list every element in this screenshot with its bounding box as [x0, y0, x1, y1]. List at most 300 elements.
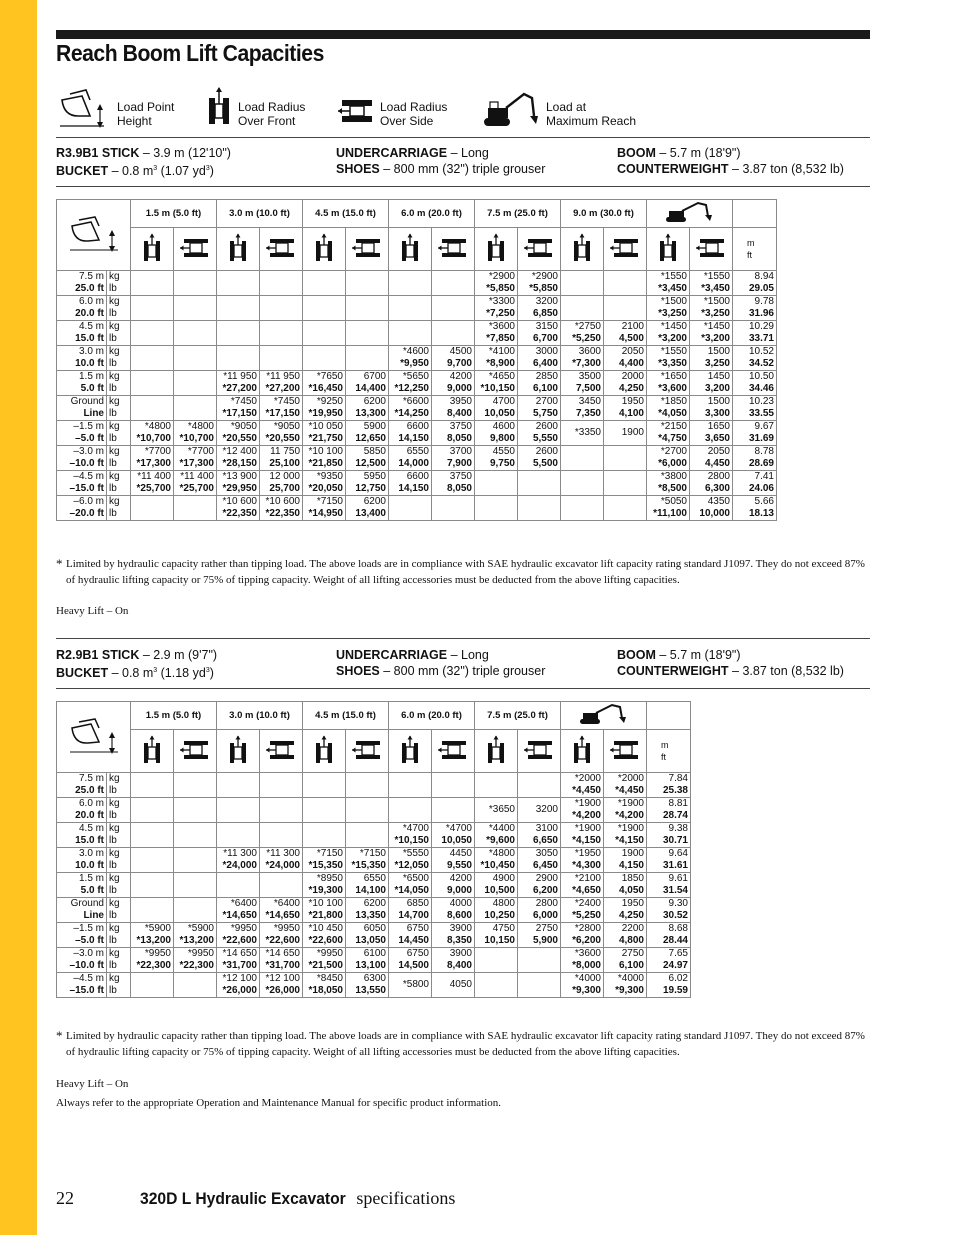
capacity-cell [389, 396, 432, 421]
capacity-cell [389, 446, 432, 471]
capacity-cell [131, 923, 174, 948]
capacity-lb: 6,450 [532, 860, 558, 871]
capacity-cell [389, 898, 432, 923]
height-metric: 6.0 m [78, 296, 104, 307]
capacity-kg: 2750 [535, 923, 558, 934]
capacity-kg: 4200 [449, 371, 472, 382]
capacity-lb: *13,200 [179, 935, 214, 946]
legend-label-line1: Load at [546, 100, 587, 114]
capacity-lb: *14,050 [394, 885, 429, 896]
capacity-cell [217, 973, 260, 998]
capacity-lb: *3,350 [658, 358, 687, 369]
side-icon-cell [346, 228, 389, 271]
capacity-lb: 25,100 [269, 458, 300, 469]
capacity-cell [346, 923, 389, 948]
capacity-cell [561, 396, 604, 421]
capacity-lb: *17,150 [222, 408, 257, 419]
capacity-cell [561, 923, 604, 948]
capacity-cell [647, 321, 690, 346]
section1-boom-counterweight [617, 145, 844, 177]
unit-lb: lb [109, 333, 117, 344]
capacity-cell [432, 296, 475, 321]
capacity-cell [260, 948, 303, 973]
capacity-kg: 4200 [449, 873, 472, 884]
capacity-lb: 9,550 [446, 860, 472, 871]
capacity-kg: 1500 [707, 346, 730, 357]
height-imperial: –5.0 ft [75, 935, 104, 946]
unit-lb: lb [109, 458, 117, 469]
capacity-kg: 1450 [707, 371, 730, 382]
capacity-cell [346, 346, 389, 371]
capacity-lb: 4,150 [618, 860, 644, 871]
capacity-cell [518, 848, 561, 873]
front-icon-cell [475, 730, 518, 773]
load-radius-over-front-icon [229, 233, 247, 263]
front-icon-cell [647, 228, 690, 271]
load-point-height [57, 496, 107, 521]
capacity-cell [346, 271, 389, 296]
capacity-cell [475, 421, 518, 446]
capacity-lb: 6,400 [532, 358, 558, 369]
table-row [57, 823, 691, 848]
capacity-kg: 1900 [621, 427, 644, 438]
capacity-cell [475, 396, 518, 421]
legend-label-line2: Over Side [380, 114, 434, 128]
front-icon-cell [303, 730, 346, 773]
capacity-kg: 6850 [406, 898, 429, 909]
capacity-cell [260, 446, 303, 471]
capacity-cell [389, 773, 432, 798]
table-row [57, 798, 691, 823]
capacity-cell [131, 446, 174, 471]
capacity-lb: *10,150 [480, 383, 515, 394]
height-metric: –4.5 m [73, 973, 104, 984]
height-metric: –4.5 m [73, 471, 104, 482]
capacity-lb: *20,050 [308, 483, 343, 494]
capacity-cell [131, 496, 174, 521]
capacity-lb: *9,300 [615, 985, 644, 996]
capacity-cell [561, 798, 604, 823]
capacity-kg: *4700 [402, 823, 429, 834]
load-point-height-icon [66, 716, 122, 756]
capacity-lb: 14,100 [355, 885, 386, 896]
capacity-lb: *4,300 [572, 860, 601, 871]
capacity-kg: 2600 [535, 421, 558, 432]
capacity-cell [217, 798, 260, 823]
height-metric: –1.5 m [73, 923, 104, 934]
capacity-cell [604, 421, 647, 446]
capacity-lb: *12,250 [394, 383, 429, 394]
height-metric: Ground [70, 396, 104, 407]
boom-label: BOOM [617, 648, 656, 662]
capacity-lb: 10,050 [441, 835, 472, 846]
capacity-cell [217, 773, 260, 798]
unit-lb: lb [109, 785, 117, 796]
unit-m: m [661, 740, 669, 750]
section1-heavy-lift: Heavy Lift – On [56, 605, 129, 617]
capacity-cell [432, 346, 475, 371]
capacity-cell [647, 371, 690, 396]
capacity-lb: 8,050 [446, 433, 472, 444]
reach-m: 8.78 [754, 446, 774, 457]
radius-header: 1.5 m (5.0 ft) [131, 200, 217, 228]
capacity-lb: 3,200 [704, 383, 730, 394]
capacity-cell [604, 496, 647, 521]
capacity-kg: 6700 [363, 371, 386, 382]
load-point-height [57, 346, 107, 371]
max-reach-distance [733, 321, 777, 346]
side-icon-cell [260, 228, 303, 271]
capacity-kg: *2900 [488, 271, 515, 282]
capacity-kg: *10 450 [308, 923, 343, 934]
capacity-lb: 10,500 [484, 885, 515, 896]
capacity-lb: *14,950 [308, 508, 343, 519]
capacity-cell [389, 471, 432, 496]
load-point-height [57, 321, 107, 346]
capacity-cell [561, 471, 604, 496]
capacity-kg: *14 650 [265, 948, 300, 959]
capacity-kg: *6600 [402, 396, 429, 407]
capacity-kg: 6600 [406, 471, 429, 482]
capacity-cell [432, 873, 475, 898]
capacity-cell [561, 321, 604, 346]
capacity-lb: 4,400 [618, 358, 644, 369]
capacity-cell [260, 421, 303, 446]
capacity-kg: 3700 [449, 446, 472, 457]
capacity-kg: *1850 [660, 396, 687, 407]
capacity-lb: *15,350 [351, 860, 386, 871]
capacity-lb: *24,000 [222, 860, 257, 871]
capacity-cell [131, 346, 174, 371]
capacity-lb: *24,000 [265, 860, 300, 871]
reach-ft: 19.59 [662, 985, 688, 996]
capacity-cell [432, 421, 475, 446]
front-icon-cell [217, 730, 260, 773]
capacity-kg: *7150 [359, 848, 386, 859]
capacity-kg: 6550 [406, 446, 429, 457]
capacity-lb: *14,650 [265, 910, 300, 921]
capacity-cell [475, 948, 518, 973]
bucket-value2: (1.18 yd [157, 666, 206, 681]
reach-ft: 31.54 [662, 885, 688, 896]
bucket-label: BUCKET [56, 164, 109, 179]
capacity-kg: *7450 [230, 396, 257, 407]
capacity-cell [604, 798, 647, 823]
capacity-lb: *20,550 [265, 433, 300, 444]
unit-label [107, 346, 131, 371]
capacity-cell [389, 873, 432, 898]
capacity-lb: *31,700 [265, 960, 300, 971]
capacity-kg: *7650 [316, 371, 343, 382]
capacity-cell [690, 421, 733, 446]
capacity-lb: *9,600 [486, 835, 515, 846]
capacity-kg: *4800 [144, 421, 171, 432]
capacity-cell [303, 873, 346, 898]
capacity-cell [389, 371, 432, 396]
unit-label [107, 496, 131, 521]
reach-ft: 25.38 [662, 785, 688, 796]
capacity-cell [432, 496, 475, 521]
unit-kg: kg [109, 798, 120, 809]
capacity-cell [561, 271, 604, 296]
reach-m: 9.64 [668, 848, 688, 859]
capacity-lb: *26,000 [222, 985, 257, 996]
capacity-lb: 14,000 [398, 458, 429, 469]
capacity-cell [217, 496, 260, 521]
reach-ft: 30.71 [662, 835, 688, 846]
unit-label [107, 798, 131, 823]
unit-kg: kg [109, 471, 120, 482]
capacity-cell [303, 471, 346, 496]
radius-header: 3.0 m (10.0 ft) [217, 702, 303, 730]
capacity-cell [475, 973, 518, 998]
capacity-lb: *26,000 [265, 985, 300, 996]
capacity-lb: 6,650 [532, 835, 558, 846]
capacity-cell [217, 446, 260, 471]
capacity-cell [131, 898, 174, 923]
capacity-kg: 3450 [578, 396, 601, 407]
capacity-lb: 9,000 [446, 885, 472, 896]
capacity-kg: *1500 [660, 296, 687, 307]
capacity-kg: 3050 [535, 848, 558, 859]
bucket-value: – 0.8 m [108, 666, 154, 681]
capacity-cell [690, 496, 733, 521]
capacity-lb: 14,150 [398, 483, 429, 494]
unit-label [107, 321, 131, 346]
capacity-kg: 2200 [621, 923, 644, 934]
capacity-cell [260, 371, 303, 396]
capacity-kg: *6400 [273, 898, 300, 909]
load-radius-over-side-icon [266, 237, 296, 259]
load-radius-over-side-icon [696, 237, 726, 259]
undercarriage-label: UNDERCARRIAGE [336, 648, 448, 662]
capacity-lb: *5,850 [486, 283, 515, 294]
reach-m: 9.30 [668, 898, 688, 909]
capacity-kg: *5900 [187, 923, 214, 934]
capacity-cell [604, 271, 647, 296]
capacity-cell [518, 798, 561, 823]
capacity-cell [174, 823, 217, 848]
legend-item-load-point-height [56, 86, 206, 132]
legend-label-line1: Load Point [117, 100, 175, 114]
reach-m: 5.66 [754, 496, 774, 507]
capacity-lb: 12,750 [355, 483, 386, 494]
capacity-cell [303, 346, 346, 371]
capacity-cell [561, 823, 604, 848]
capacity-kg: *3600 [574, 948, 601, 959]
capacity-cell [647, 446, 690, 471]
unit-label [107, 848, 131, 873]
max-reach-distance [733, 496, 777, 521]
capacity-lb: *29,950 [222, 483, 257, 494]
load-radius-over-front-icon [487, 233, 505, 263]
capacity-kg: 6550 [363, 873, 386, 884]
load-radius-over-side-icon [610, 237, 640, 259]
capacity-kg: *3600 [488, 321, 515, 332]
side-icon-cell [174, 228, 217, 271]
capacity-kg: *2750 [574, 321, 601, 332]
capacity-lb: *14,650 [222, 910, 257, 921]
front-icon-cell [389, 228, 432, 271]
capacity-kg: *11 400 [137, 471, 171, 482]
max-reach-distance [733, 471, 777, 496]
capacity-kg: 4600 [492, 421, 515, 432]
capacity-lb: 13,100 [355, 960, 386, 971]
height-metric: 7.5 m [78, 271, 104, 282]
unit-lb: lb [109, 483, 117, 494]
shoes-label: SHOES [336, 162, 380, 176]
capacity-cell [604, 873, 647, 898]
capacity-lb: *8,000 [572, 960, 601, 971]
capacity-cell [389, 823, 432, 848]
capacity-cell [260, 973, 303, 998]
capacity-kg: *1550 [660, 346, 687, 357]
load-point-height [57, 471, 107, 496]
reach-m: 7.41 [754, 471, 774, 482]
section2-bottom-rule [56, 688, 870, 689]
capacity-cell [131, 296, 174, 321]
capacity-kg: 3750 [449, 471, 472, 482]
capacity-cell [432, 823, 475, 848]
capacity-cell [217, 923, 260, 948]
capacity-cell [518, 873, 561, 898]
capacity-kg: *8450 [316, 973, 343, 984]
capacity-lb: 4,450 [704, 458, 730, 469]
load-radius-over-side-icon [438, 237, 468, 259]
page-number: 22 [56, 1188, 74, 1208]
capacity-cell [432, 471, 475, 496]
counterweight-value: – 3.87 ton (8,532 lb) [728, 162, 844, 176]
capacity-cell [174, 973, 217, 998]
capacity-lb: *4,150 [572, 835, 601, 846]
capacity-kg: 2000 [621, 371, 644, 382]
stick-value: – 2.9 m (9'7") [139, 648, 218, 662]
capacity-cell [389, 973, 432, 998]
capacity-cell [303, 848, 346, 873]
reach-m: 6.02 [668, 973, 688, 984]
table-row [57, 496, 777, 521]
icon-legend [56, 86, 870, 132]
bucket-sup: 3 [153, 165, 158, 172]
height-metric: 3.0 m [78, 848, 104, 859]
front-icon-cell [217, 228, 260, 271]
capacity-lb: *3,250 [701, 308, 730, 319]
reach-ft: 31.69 [748, 433, 774, 444]
capacity-cell [518, 321, 561, 346]
capacity-cell [604, 773, 647, 798]
capacity-kg: *6400 [230, 898, 257, 909]
capacity-kg: *4600 [402, 346, 429, 357]
side-icon-cell [690, 228, 733, 271]
capacity-lb: *4,450 [615, 785, 644, 796]
height-metric: 4.5 m [78, 321, 104, 332]
capacity-lb: 6,300 [704, 483, 730, 494]
max-reach-header [561, 702, 647, 730]
capacity-lb: *10,700 [136, 433, 171, 444]
unit-label [107, 396, 131, 421]
legend-item-load-radius-over-front [206, 86, 336, 132]
load-radius-over-front-icon [229, 735, 247, 765]
capacity-cell [174, 798, 217, 823]
unit-label [107, 898, 131, 923]
radius-header: 1.5 m (5.0 ft) [131, 702, 217, 730]
capacity-lb: *27,200 [265, 383, 300, 394]
capacity-kg: *7450 [273, 396, 300, 407]
unit-label [107, 271, 131, 296]
capacity-kg: *12 100 [222, 973, 257, 984]
height-imperial: 15.0 ft [75, 333, 104, 344]
legend-label-line2: Over Front [238, 114, 296, 128]
capacity-cell [518, 421, 561, 446]
capacity-cell [389, 848, 432, 873]
capacity-cell [131, 471, 174, 496]
unit-lb: lb [109, 835, 117, 846]
capacity-lb: *21,800 [308, 910, 343, 921]
bucket-value3: ) [209, 164, 214, 179]
unit-lb: lb [109, 308, 117, 319]
unit-lb: lb [109, 283, 117, 294]
capacity-cell [475, 848, 518, 873]
lift-capacity-table-r29 [56, 701, 691, 998]
capacity-lb: 5,900 [532, 935, 558, 946]
capacity-cell [303, 496, 346, 521]
unit-kg: kg [109, 396, 120, 407]
capacity-kg: 5900 [363, 421, 386, 432]
capacity-cell [518, 296, 561, 321]
reach-units-header [733, 228, 777, 271]
capacity-cell [432, 321, 475, 346]
capacity-cell [174, 496, 217, 521]
reach-m: 9.38 [668, 823, 688, 834]
capacity-lb: 6,000 [532, 910, 558, 921]
capacity-lb: 14,450 [398, 935, 429, 946]
radius-header: 9.0 m (30.0 ft) [561, 200, 647, 228]
capacity-lb: *22,600 [265, 935, 300, 946]
capacity-cell [518, 346, 561, 371]
radius-header: 4.5 m (15.0 ft) [303, 702, 389, 730]
capacity-kg: 12 000 [269, 471, 300, 482]
capacity-lb: 3,300 [704, 408, 730, 419]
radius-header: 3.0 m (10.0 ft) [217, 200, 303, 228]
capacity-kg: 3600 [578, 346, 601, 357]
boom-value: – 5.7 m (18'9") [655, 648, 741, 662]
capacity-kg: 2800 [535, 898, 558, 909]
capacity-cell [174, 873, 217, 898]
capacity-cell [518, 948, 561, 973]
table-row [57, 296, 777, 321]
unit-lb: lb [109, 358, 117, 369]
capacity-lb: 4,050 [618, 885, 644, 896]
capacity-kg: 4350 [707, 496, 730, 507]
capacity-kg: 3950 [449, 396, 472, 407]
capacity-kg: 2050 [707, 446, 730, 457]
capacity-cell [432, 923, 475, 948]
capacity-kg: 1500 [707, 396, 730, 407]
capacity-lb: 10,250 [484, 910, 515, 921]
capacity-cell [690, 321, 733, 346]
height-imperial: 10.0 ft [75, 860, 104, 871]
capacity-kg: *1450 [703, 321, 730, 332]
capacity-lb: *27,200 [222, 383, 257, 394]
unit-kg: kg [109, 773, 120, 784]
load-at-maximum-reach-icon [480, 86, 542, 132]
capacity-cell [604, 923, 647, 948]
capacity-lb: 4,250 [618, 910, 644, 921]
capacity-cell [518, 923, 561, 948]
capacity-kg: *3650 [488, 804, 515, 815]
capacity-cell [475, 321, 518, 346]
capacity-lb: 8,400 [446, 408, 472, 419]
